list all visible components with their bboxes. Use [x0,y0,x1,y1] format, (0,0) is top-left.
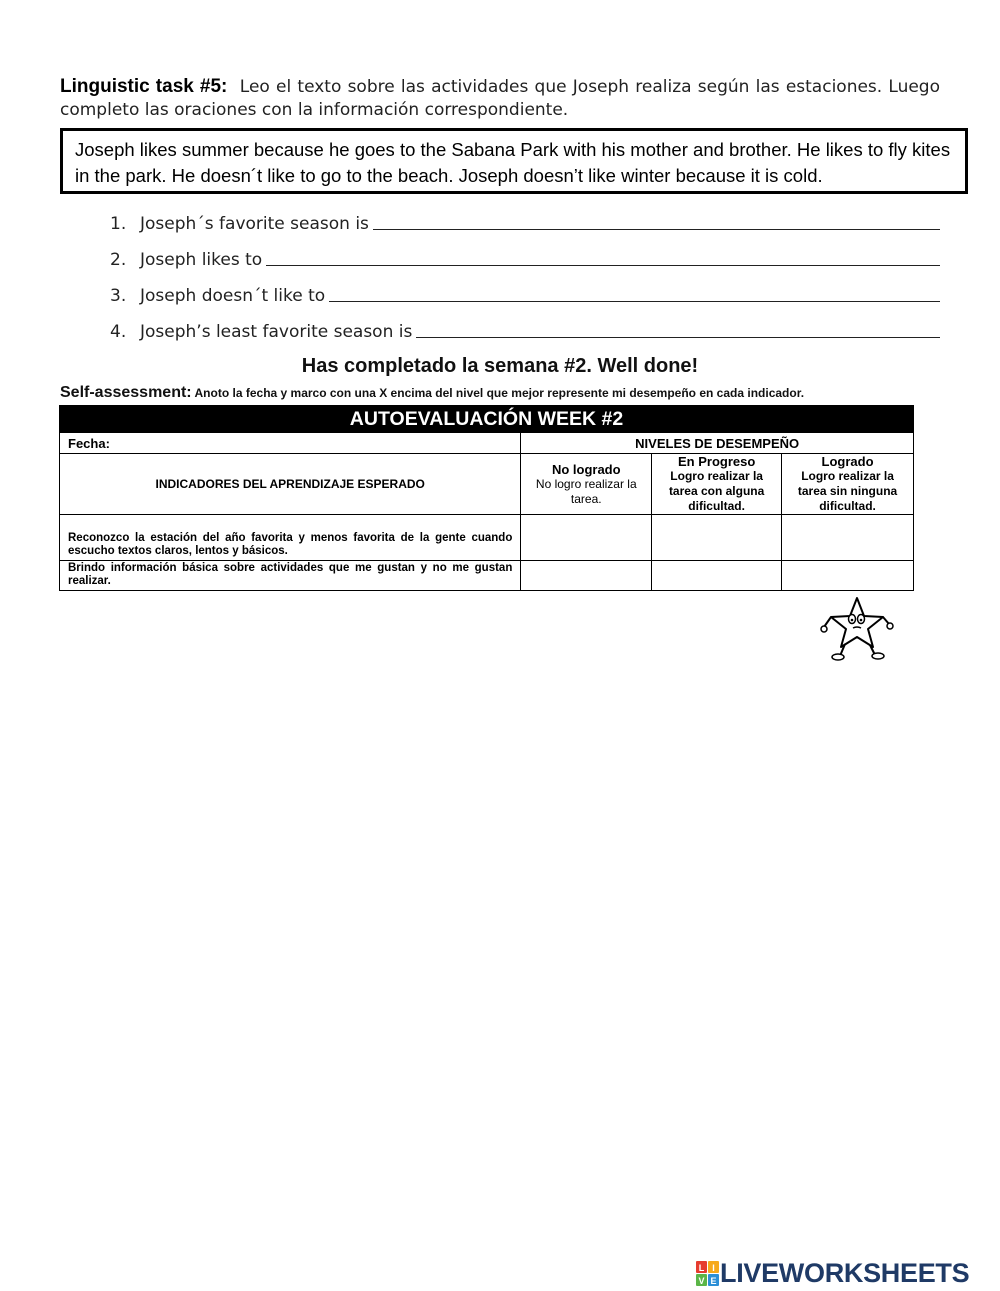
date-label[interactable]: Fecha: [60,433,521,454]
reading-text: Joseph likes summer because he goes to the Sabana Park with his mother and brother. He likes to fly kites in the park. He doesn´t like to go to the beach. Joseph doesn’t like winter because it is cold. [75,139,951,186]
question-number: 2. [110,250,127,270]
table-title: AUTOEVALUACIÓN WEEK #2 [60,406,914,433]
question-number: 3. [110,286,127,306]
question-text: Joseph’s least favorite season is [140,322,413,342]
answer-blank-2[interactable] [266,265,940,266]
indicators-header: INDICADORES DEL APRENDIZAJE ESPERADO [60,454,521,515]
level-no-logrado [521,454,652,515]
question-text: Joseph likes to [140,250,263,270]
levels-header: NIVELES DE DESEMPEÑO [521,433,914,454]
question-number: 4. [110,322,127,342]
question-row-4 [110,318,940,342]
task-instructions [60,75,940,122]
indicator-2: Brindo información básica sobre actividades que me gustan y no me gustan realizar. [60,561,521,591]
task-instructions-text: Leo el texto sobre las actividades que Joseph realiza según las estaciones. Luego completo las oraciones con la información correspondiente. [60,77,940,120]
level-name: En Progreso [677,454,756,469]
mark-cell-2-en-progreso[interactable] [652,561,782,591]
mark-cell-2-logrado[interactable] [782,561,914,591]
completion-heading: Has completado la semana #2. Well done! [301,355,699,377]
answer-blank-4[interactable] [416,337,940,338]
mark-cell-1-logrado[interactable] [782,515,914,561]
svg-text:L: L [698,1262,705,1273]
logo-wordmark: LIVEWORKSHEETS [720,1258,970,1288]
level-en-progreso [652,454,782,515]
level-name: Logrado [821,454,874,469]
level-name: No logrado [551,461,621,477]
star-mascot-icon [820,592,894,662]
question-row-2 [110,246,940,270]
mark-cell-1-no-logrado[interactable] [521,515,652,561]
svg-text:V: V [698,1275,705,1286]
mark-cell-2-no-logrado[interactable] [521,561,652,591]
mark-cell-1-en-progreso[interactable] [652,515,782,561]
self-assessment-instructions [60,384,804,402]
question-row-1 [110,210,940,234]
reading-text-box [60,128,968,194]
question-number: 1. [110,214,127,234]
self-assessment-label: Self-assessment: [60,384,192,401]
level-desc: Logro realizar la tarea con alguna dificultad. [668,469,765,513]
indicator-1: Reconozco la estación del año favorita y menos favorita de la gente cuando escucho textos claros, lentos y básicos. [60,515,521,561]
level-logrado [782,454,914,515]
answer-blank-1[interactable] [373,229,940,230]
question-row-3 [110,282,940,306]
svg-text:I: I [712,1262,715,1273]
task-label: Linguistic task #5: [60,76,228,97]
svg-text:E: E [710,1275,717,1286]
self-assessment-text: Anoto la fecha y marco con una X encima del nivel que mejor represente mi desempeño en cada indicador. [194,386,805,400]
level-desc: Logro realizar la tarea sin ninguna dificultad. [797,469,898,513]
question-text: Joseph´s favorite season is [140,214,369,234]
self-evaluation-table [59,405,914,591]
level-desc: No logro realizar la tarea. [535,476,637,506]
question-text: Joseph doesn´t like to [140,286,326,306]
liveworksheets-logo [696,1258,969,1289]
answer-blank-3[interactable] [329,301,940,302]
liveworksheets-blocks-icon [696,1261,720,1287]
